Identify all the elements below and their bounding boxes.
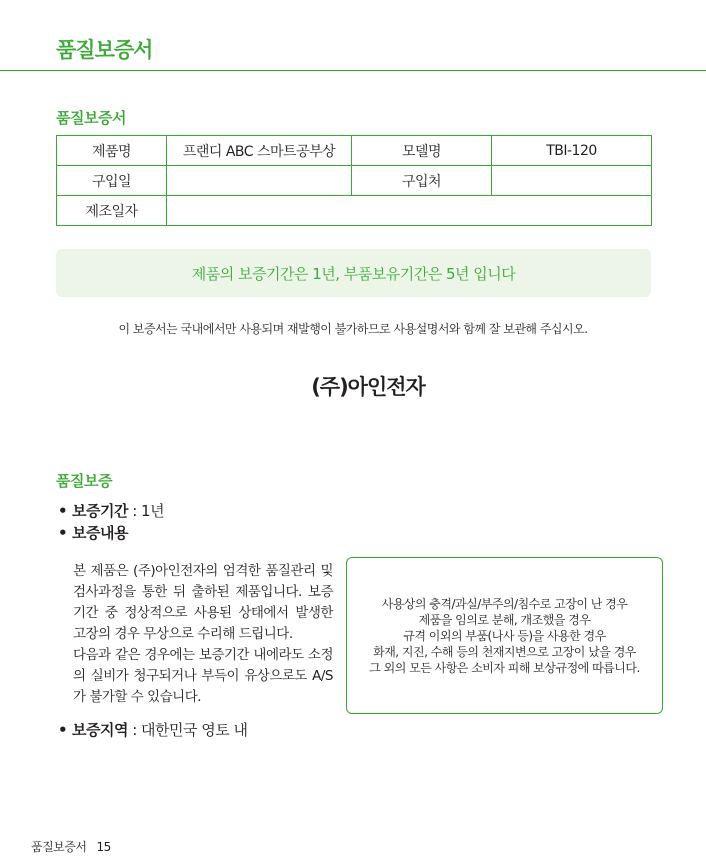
product-name-label: 제품명	[57, 136, 167, 166]
purchase-place-field[interactable]	[492, 166, 652, 196]
table-row	[57, 166, 652, 196]
warranty-card-title: 품질보증서	[56, 109, 126, 127]
purchase-place-label: 구입처	[352, 166, 492, 196]
bullet-icon: •	[58, 721, 68, 739]
warranty-content-item	[58, 522, 128, 543]
product-name-value: 프랜디 ABC 스마트공부상	[167, 136, 352, 166]
exclusions-box	[346, 557, 663, 714]
exclusion-item: 사용상의 충격/과실/부주의/침수로 고장이 난 경우	[381, 596, 628, 611]
warranty-period-value: : 1년	[127, 502, 165, 520]
model-name-value: TBI-120	[492, 136, 652, 166]
manufacture-date-label: 제조일자	[57, 196, 167, 226]
warranty-region-item	[58, 719, 248, 740]
company-name: (주)아인전자	[311, 375, 425, 399]
warranty-notice-box	[56, 249, 651, 297]
warranty-notice-text: 제품의 보증기간은 1년, 부품보유기간은 5년 입니다	[191, 264, 516, 283]
bullet-icon: •	[58, 524, 68, 542]
model-name-label: 모델명	[352, 136, 492, 166]
warranty-content-label: 보증내용	[72, 524, 128, 542]
purchase-date-label: 구입일	[57, 166, 167, 196]
exclusion-item: 규격 이외의 부품(나사 등)을 사용한 경우	[403, 628, 606, 643]
usage-note: 이 보증서는 국내에서만 사용되며 재발행이 불가하므로 사용설명서와 함께 잘 보관해 주십시오.	[118, 322, 588, 336]
content-paragraph: 본 제품은 (주)아인전자의 엄격한 품질관리 및 검사과정을 통한 뒤 출하된 제품입니다. 보증기간 중 정상적으로 사용된 상태에서 발생한 고장의 경우 무상으로 수리해 드립니다.	[73, 563, 333, 642]
page-footer	[31, 838, 121, 855]
warranty-period-label: 보증기간	[72, 502, 128, 520]
manufacture-date-field[interactable]	[167, 196, 652, 226]
purchase-date-field[interactable]	[167, 166, 352, 196]
table-row	[57, 196, 652, 226]
content-paragraph: 다음과 같은 경우에는 보증기간 내에라도 소정의 실비가 청구되거나 부득이 유상으로도 A/S가 불가할 수 있습니다.	[73, 647, 333, 705]
exclusion-item: 제품을 임의로 분해, 개조했을 경우	[418, 612, 591, 627]
warranty-info-table	[56, 135, 652, 226]
warranty-region-label: 보증지역	[72, 721, 128, 739]
quality-section-title: 품질보증	[56, 472, 112, 490]
footer-label: 품질보증서	[31, 840, 87, 854]
header-divider	[0, 70, 706, 71]
warranty-period-item	[58, 500, 164, 521]
bullet-icon: •	[58, 502, 68, 520]
table-row	[57, 136, 652, 166]
warranty-region-value: : 대한민국 영토 내	[127, 721, 248, 739]
exclusion-item: 화재, 지진, 수해 등의 천재지변으로 고장이 났을 경우	[373, 644, 636, 659]
exclusion-item: 그 외의 모든 사항은 소비자 피해 보상규정에 따릅니다.	[369, 660, 640, 675]
page-header-title: 품질보증서	[56, 38, 153, 62]
page-number: 15	[96, 840, 111, 854]
warranty-content-text	[73, 561, 333, 708]
